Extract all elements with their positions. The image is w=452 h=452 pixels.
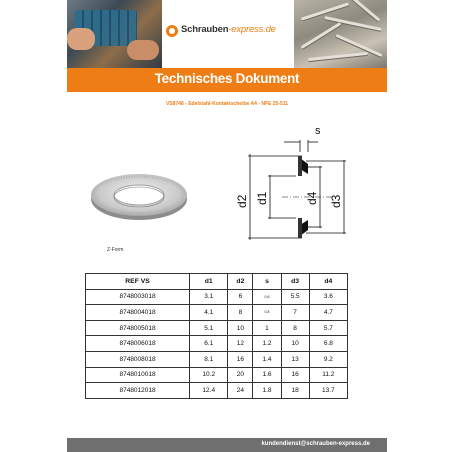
table-header-row — [86, 274, 348, 290]
table-cell: 16 — [228, 351, 253, 367]
col-d1: d1 — [190, 274, 228, 290]
form-caption: Z-Form — [107, 247, 124, 253]
col-d4: d4 — [309, 274, 347, 290]
footer-bar — [67, 438, 387, 452]
table-row — [86, 367, 348, 383]
label-d4: d4 — [305, 191, 319, 205]
table-cell: 8.1 — [190, 351, 228, 367]
table-cell: 1.4 — [253, 351, 281, 367]
table-cell: 0,8 — [253, 305, 281, 321]
table-cell: 13.7 — [309, 383, 347, 399]
table-cell: 5.1 — [190, 320, 228, 336]
table-cell: 8748010018 — [86, 367, 190, 383]
logo-text — [181, 24, 276, 35]
table-row — [86, 351, 348, 367]
col-d3: d3 — [281, 274, 309, 290]
table-row — [86, 336, 348, 352]
table-cell: 8748006018 — [86, 336, 190, 352]
table-cell: 6 — [228, 289, 253, 305]
table-cell: 8748004018 — [86, 305, 190, 321]
document-page — [67, 0, 387, 452]
table-cell: 1 — [253, 320, 281, 336]
technical-drawing — [222, 112, 362, 247]
table-cell: 10 — [281, 336, 309, 352]
table-row — [86, 320, 348, 336]
title-bar — [67, 68, 387, 92]
col-d2: d2 — [228, 274, 253, 290]
table-cell: 3.1 — [190, 289, 228, 305]
table-cell: 3.6 — [309, 289, 347, 305]
table-cell: 7 — [281, 305, 309, 321]
table-cell: 13 — [281, 351, 309, 367]
table-cell: 8748005018 — [86, 320, 190, 336]
table-cell: 0,6 — [253, 289, 281, 305]
table-cell: 1.2 — [253, 336, 281, 352]
support-email: kundendienst@schrauben-express.de — [261, 441, 370, 447]
table-cell: 11.2 — [309, 367, 347, 383]
table-cell: 4.7 — [309, 305, 347, 321]
product-subtitle: VS8748 - Edelstahl-Kontaktscheibe A4 - NFE 25-511 — [165, 101, 289, 107]
workshop-photo — [67, 0, 162, 68]
screws-photo — [294, 0, 387, 68]
header-banner — [67, 0, 387, 68]
col-s: s — [253, 274, 281, 290]
logo-secondary: -express.de — [228, 24, 276, 35]
table-cell: 24 — [228, 383, 253, 399]
table-row — [86, 383, 348, 399]
col-ref: REF VS — [86, 274, 190, 290]
washer-image — [89, 166, 189, 224]
table-cell: 6.8 — [309, 336, 347, 352]
table-cell: 10 — [228, 320, 253, 336]
table-cell: 16 — [281, 367, 309, 383]
label-s: s — [315, 125, 321, 137]
label-d3: d3 — [329, 194, 343, 208]
table-cell: 9.2 — [309, 351, 347, 367]
table-cell: 8748008018 — [86, 351, 190, 367]
table-cell: 8 — [228, 305, 253, 321]
logo-primary: Schrauben — [181, 24, 229, 35]
document-title: Technisches Dokument — [154, 71, 300, 86]
table-cell: 1.8 — [253, 383, 281, 399]
label-d2: d2 — [235, 194, 249, 208]
table-cell: 8 — [281, 320, 309, 336]
table-cell: 5.7 — [309, 320, 347, 336]
table-cell: 20 — [228, 367, 253, 383]
table-cell: 6.1 — [190, 336, 228, 352]
label-d1: d1 — [255, 191, 269, 205]
table-cell: 18 — [281, 383, 309, 399]
dimensions-table — [85, 273, 348, 399]
table-cell: 8748012018 — [86, 383, 190, 399]
table-cell: 12.4 — [190, 383, 228, 399]
table-cell: 5.5 — [281, 289, 309, 305]
logo-icon — [166, 25, 178, 37]
table-row — [86, 289, 348, 305]
table-cell: 12 — [228, 336, 253, 352]
table-cell: 10.2 — [190, 367, 228, 383]
table-cell: 1.6 — [253, 367, 281, 383]
table-cell: 8748003018 — [86, 289, 190, 305]
logo — [162, 0, 294, 68]
table-row — [86, 305, 348, 321]
table-cell: 4.1 — [190, 305, 228, 321]
